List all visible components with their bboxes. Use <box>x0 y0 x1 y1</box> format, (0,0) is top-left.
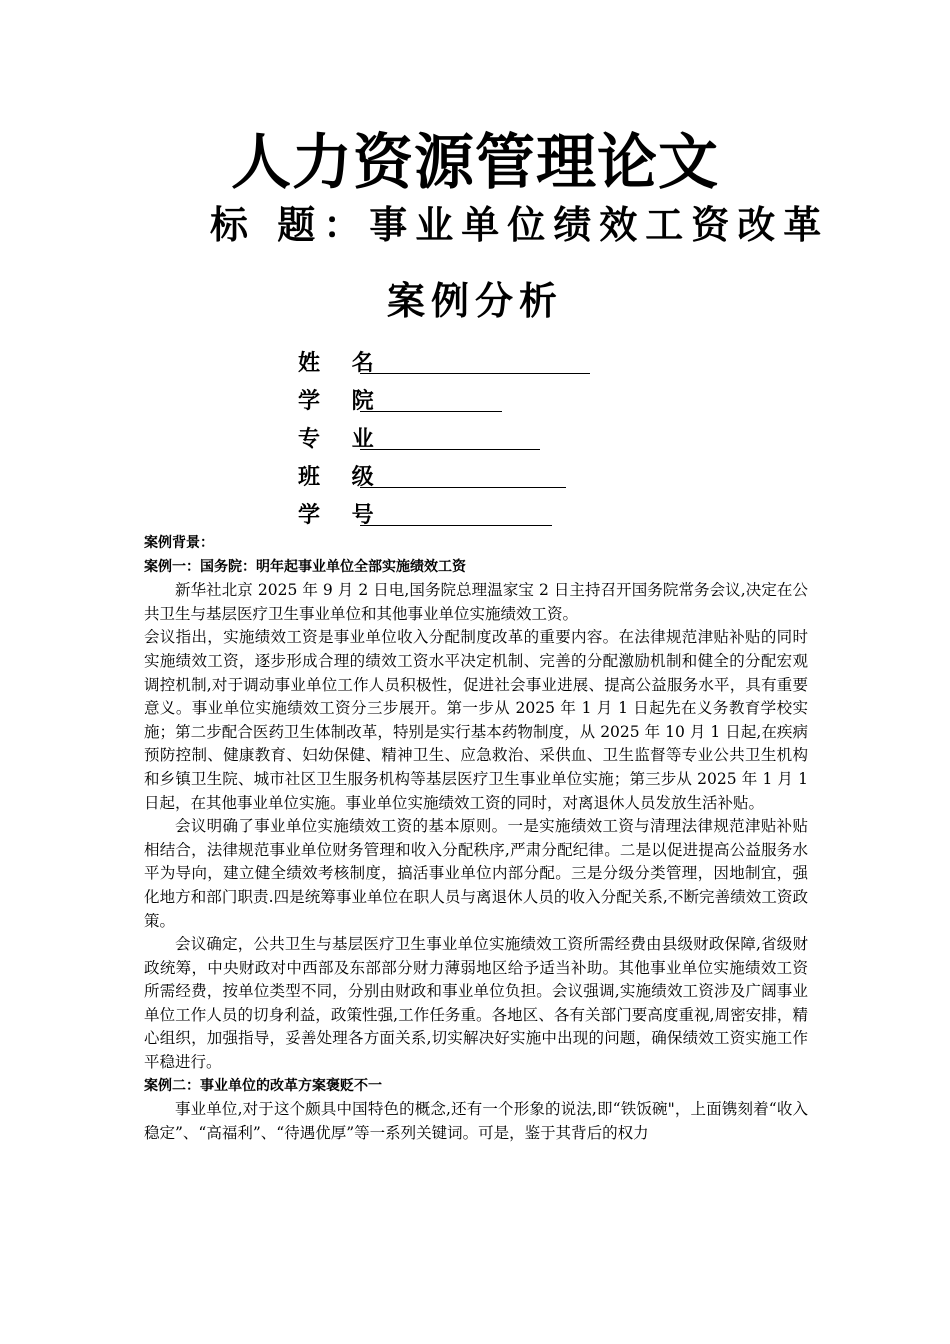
student-id-blank-line[interactable] <box>360 497 552 526</box>
case1-paragraph-3: 会议明确了事业单位实施绩效工资的基本原则。一是实施绩效工资与清理法律规范津贴补贴相结合，法律规范事业单位财务管理和收入分配秩序,严肃分配纪律。二是以促进提高公益服务水平为导向，建立健全绩效考核制度，搞活事业单位内部分配。三是分级分类管理，因地制宜，强化地方和部门职责.四是统筹事业单位在职人员与离退休人员的收入分配关系,不断完善绩效工资政策。 <box>144 817 808 930</box>
student-id-label: 学 号 <box>298 502 386 528</box>
college-label: 学 院 <box>298 388 386 414</box>
subtitle-line-1: 标 题：事业单位绩效工资改革 <box>210 202 830 247</box>
class-blank-line[interactable] <box>360 459 566 488</box>
case1-paragraph-4: 会议确定，公共卫生与基层医疗卫生事业单位实施绩效工资所需经费由县级财政保障,省级财政统筹，中央财政对中西部及东部部分财力薄弱地区给予适当补助。其他事业单位实施绩效工资所需经费，按单位类型不同，分别由财政和事业单位负担。会议强调,实施绩效工资涉及广阔事业单位工作人员的切身利益，政策性强,工作任务重。各地区、各有关部门要高度重视,周密安排，精心组织，加强指导，妥善处理各方面关系,切实解决好实施中出现的问题，确保绩效工资实施工作平稳进行。 <box>144 935 808 1072</box>
major-blank-line[interactable] <box>360 421 540 450</box>
college-blank-line[interactable] <box>360 383 502 412</box>
case1-paragraph-1: 新华社北京 2025 年 9 月 2 日电,国务院总理温家宝 2 日主持召开国务院常务会议,决定在公共卫生与基层医疗卫生事业单位和其他事业单位实施绩效工资。 <box>144 581 808 623</box>
subtitle-line-2: 案例分析 <box>386 278 563 323</box>
major-label: 专 业 <box>298 426 386 452</box>
case2-heading: 案例二：事业单位的改革方案褒贬不一 <box>144 1077 382 1094</box>
case2-paragraph-1: 事业单位,对于这个颇具中国特色的概念,还有一个形象的说法,即“铁饭碗"，上面镌刻着“收入稳定”、“高福利”、“待遇优厚”等一系列关键词。可是，鉴于其背后的权力 <box>144 1100 808 1142</box>
college-field <box>298 378 590 416</box>
student-id-field <box>298 492 590 530</box>
main-title: 人力资源管理论文 <box>231 128 719 198</box>
background-heading: 案例背景： <box>144 535 214 551</box>
class-field <box>298 454 590 492</box>
body-text <box>144 532 808 1145</box>
case1-paragraph-2: 会议指出，实施绩效工资是事业单位收入分配制度改革的重要内容。在法律规范津贴补贴的同时实施绩效工资，逐步形成合理的绩效工资水平决定机制、完善的分配激励机制和健全的分配宏观调控机制,对于调动事业单位工作人员积极性，促进社会事业进展、提高公益服务水平，具有重要意义。事业单位实施绩效工资分三步展开。第一步从 2025 年 1 月 1 日起先在义务教育学校实施；第二步配合医药卫生体制改革，特别是实行基本药物制度，从 2025 年 10 月 1 日起,在疾病预防控制、健康教育、妇幼保健、精神卫生、应急救治、采供血、卫生监督等专业公共卫生机构和乡镇卫生院、城市社区卫生服务机构等基层医疗卫生事业单位实施；第三步从 2025 年 1 月 1 日起，在其他事业单位实施。事业单位实施绩效工资的同时，对离退休人员发放生活补贴。 <box>144 628 808 812</box>
name-field <box>298 340 590 378</box>
name-blank-line[interactable] <box>360 345 590 374</box>
student-info-fields <box>298 340 590 530</box>
major-field <box>298 416 590 454</box>
name-label: 姓 名 <box>298 350 386 376</box>
class-label: 班 级 <box>298 464 386 490</box>
case1-heading: 案例一：国务院：明年起事业单位全部实施绩效工资 <box>144 558 466 575</box>
